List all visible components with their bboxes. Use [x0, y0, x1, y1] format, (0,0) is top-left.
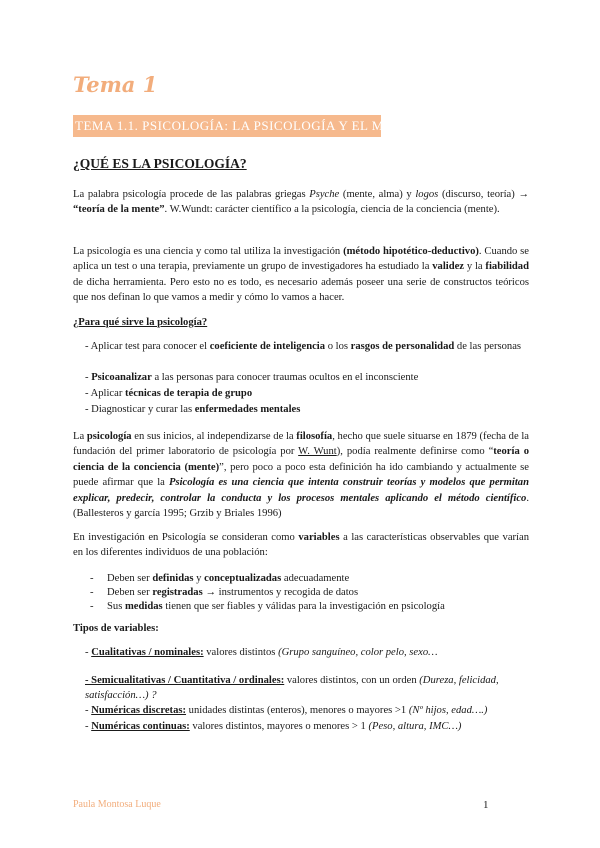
- paragraph-history: La psicología en sus inicios, al independizarse de la filosofía, hecho que suele situarse en 1879 (fecha de la fundación del primer laboratorio de psicología por W. Wunt), podía realmente definirse como “teoría o ciencia de la conciencia (mente)”, pero poco a poco esta definición ha ido cambiando y actualmente se puede afirmar que la Psicología es una ciencia que intenta construir teorías y modelos que permitan explicar, predecir, controlar la conducta y los procesos mentales aplicando el método científico. (Ballesteros y garcía 1995; Grzib y Briales 1996): [73, 431, 530, 520]
- heading-que-es: ¿QUÉ ES LA PSICOLOGÍA?: [73, 156, 247, 171]
- list-item: Sus medidas tienen que ser fiables y válidas para la investigación en psicología: [107, 601, 445, 612]
- section-banner: [73, 115, 512, 137]
- paragraph-variables: En investigación en Psicología se consideran como variables a las características observables que varían en los diferentes individuos de una población:: [73, 532, 530, 559]
- list-item: - Aplicar test para conocer el coeficiente de inteligencia o los rasgos de personalidad de las personas: [85, 341, 522, 352]
- list-item: - Psicoanalizar a las personas para conocer traumas ocultos en el inconsciente: [85, 372, 419, 383]
- paragraph-science: La psicología es una ciencia y como tal utiliza la investigación (método hipotético-deductivo). Cuando se aplica un test o una terapia, previamente un grupo de investigadores ha estudiado la validez y la fiabilidad de dicha herramienta. Pero esto no es todo, es necesario además poseer una serie de constructos teóricos que nos definan lo que vamos a medir y cómo lo vamos a hacer.: [73, 246, 529, 304]
- bullet-dash: -: [90, 573, 94, 584]
- list-item: - Numéricas discretas: unidades distintas (enteros), menores o mayores >1 (Nº hijos, edad….): [85, 705, 488, 716]
- list-item: - Semicualitativas / Cuantitativa / ordinales: valores distintos, con un orden (Dureza, felicidad, satisfacción…) ?: [85, 675, 499, 702]
- list-item: - Numéricas continuas: valores distintos, mayores o menores > 1 (Peso, altura, IMC…): [85, 721, 462, 732]
- bullet-dash: -: [90, 601, 94, 612]
- bullet-dash: -: [90, 587, 94, 598]
- footer-author: Paula Montosa Luque: [73, 799, 161, 810]
- list-item: - Diagnosticar y curar las enfermedades mentales: [85, 404, 301, 415]
- heading-para-que: ¿Para qué sirve la psicología?: [73, 317, 208, 328]
- page-number: 1: [483, 799, 489, 811]
- chapter-title: Tema 1: [73, 72, 158, 97]
- heading-tipos: Tipos de variables:: [73, 623, 159, 634]
- section-banner-text: TEMA 1.1. PSICOLOGÍA: LA PSICOLOGÍA Y EL MÉTODO CIENTÍFICO: [75, 118, 512, 133]
- list-item: - Cualitativas / nominales: valores distintos (Grupo sanguíneo, color pelo, sexo…: [85, 647, 438, 658]
- list-item: Deben ser definidas y conceptualizadas adecuadamente: [107, 573, 350, 584]
- list-item: - Aplicar técnicas de terapia de grupo: [85, 388, 253, 399]
- list-item: Deben ser registradas → instrumentos y recogida de datos: [107, 587, 359, 598]
- paragraph-origin: La palabra psicología procede de las palabras griegas Psyche (mente, alma) y logos (discurso, teoría) → “teoría de la mente”. W.Wundt: carácter científico a la psicología, ciencia de la conciencia (mente).: [73, 189, 529, 216]
